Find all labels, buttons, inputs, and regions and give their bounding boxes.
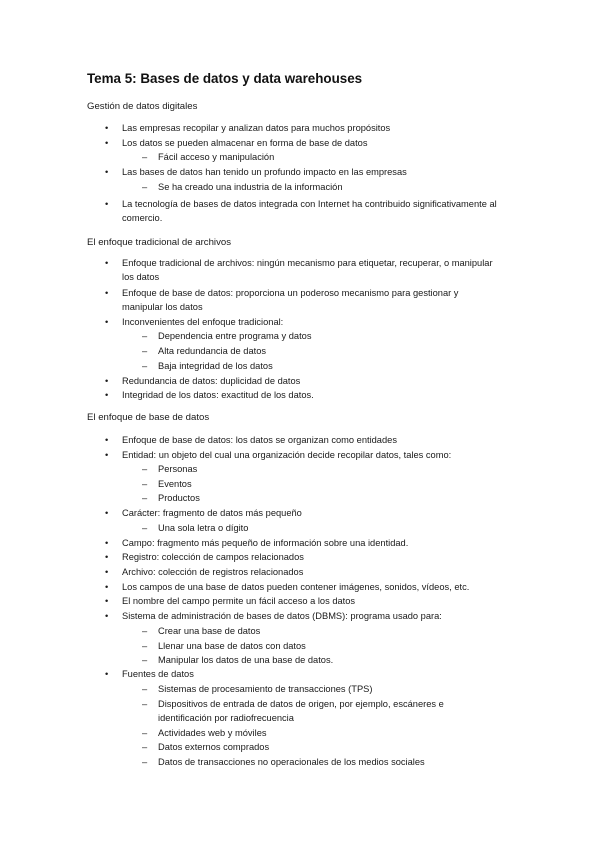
sub-list-item — [142, 697, 498, 725]
sub-list-item — [142, 180, 498, 194]
bullet-list-item — [105, 388, 500, 402]
list-item-text: Archivo: colección de registros relacionados — [122, 567, 304, 577]
dash-icon: – — [142, 523, 148, 533]
bullet-list-item — [105, 374, 500, 388]
dash-icon: – — [142, 641, 148, 651]
dash-icon: – — [142, 493, 148, 503]
bullet-list-item — [105, 594, 500, 608]
sub-list-item — [142, 150, 498, 164]
bullet-icon: • — [105, 376, 109, 386]
dash-icon: – — [142, 684, 148, 694]
dash-icon: – — [142, 331, 148, 341]
section-heading: El enfoque tradicional de archivos — [87, 237, 231, 248]
bullet-icon: • — [105, 567, 109, 577]
bullet-icon: • — [105, 138, 109, 148]
sub-list-item — [142, 639, 498, 653]
bullet-list-item — [105, 165, 500, 179]
list-item-text: Fuentes de datos — [122, 669, 194, 679]
list-item-text: Llenar una base de datos con datos — [158, 641, 306, 651]
list-item-text: Se ha creado una industria de la información — [158, 182, 343, 192]
list-item-text: Entidad: un objeto del cual una organización decide recopilar datos, tales como: — [122, 450, 452, 460]
sub-list-item — [142, 359, 498, 373]
dash-icon: – — [142, 346, 148, 356]
sub-list-item — [142, 329, 498, 343]
bullet-list-item — [105, 565, 500, 579]
list-item-text: Baja integridad de los datos — [158, 361, 273, 371]
dash-icon: – — [142, 182, 148, 192]
dash-icon: – — [142, 655, 148, 665]
list-item-text: Enfoque de base de datos: los datos se organizan como entidades — [122, 435, 397, 445]
bullet-list-item — [105, 536, 500, 550]
page-title: Tema 5: Bases de datos y data warehouses — [87, 71, 363, 86]
bullet-icon: • — [105, 390, 109, 400]
bullet-icon: • — [105, 258, 109, 268]
list-item-text: Actividades web y móviles — [158, 728, 267, 738]
list-item-text: Registro: colección de campos relacionados — [122, 552, 304, 562]
list-item-text: Productos — [158, 493, 200, 503]
bullet-list-item — [105, 121, 500, 135]
list-item-text: Las bases de datos han tenido un profundo impacto en las empresas — [122, 167, 407, 177]
sub-list-item — [142, 491, 498, 505]
bullet-icon: • — [105, 596, 109, 606]
list-item-text: Campo: fragmento más pequeño de información sobre una identidad. — [122, 538, 409, 548]
sub-list-item — [142, 653, 498, 667]
list-item-text: Una sola letra o dígito — [158, 523, 249, 533]
dash-icon: – — [142, 464, 148, 474]
list-item-text: Sistemas de procesamiento de transacciones (TPS) — [158, 684, 373, 694]
list-item-text: Crear una base de datos — [158, 626, 261, 636]
bullet-icon: • — [105, 435, 109, 445]
bullet-icon: • — [105, 669, 109, 679]
sub-list-item — [142, 682, 498, 696]
list-item-text: Enfoque tradicional de archivos: ningún mecanismo para etiquetar, recuperar, o manipular los datos — [122, 258, 493, 282]
list-item-text: La tecnología de bases de datos integrada con Internet ha contribuido significativamente al comercio. — [122, 199, 497, 223]
bullet-icon: • — [105, 450, 109, 460]
bullet-icon: • — [105, 552, 109, 562]
bullet-list-item — [105, 433, 500, 447]
dash-icon: – — [142, 699, 148, 709]
bullet-icon: • — [105, 288, 109, 298]
list-item-text: Eventos — [158, 479, 192, 489]
list-item-text: Personas — [158, 464, 198, 474]
list-item-text: Alta redundancia de datos — [158, 346, 267, 356]
dash-icon: – — [142, 361, 148, 371]
list-item-text: Carácter: fragmento de datos más pequeño — [122, 508, 302, 518]
list-item-text: Datos de transacciones no operacionales de los medios sociales — [158, 757, 425, 767]
bullet-list-item — [105, 315, 500, 329]
sub-list-item — [142, 740, 498, 754]
list-item-text: Dispositivos de entrada de datos de origen, por ejemplo, escáneres e identificación por radiofrecuencia — [158, 699, 444, 723]
bullet-list-item — [105, 667, 500, 681]
bullet-list-item — [105, 256, 500, 284]
dash-icon: – — [142, 742, 148, 752]
list-item-text: Fácil acceso y manipulación — [158, 152, 275, 162]
bullet-icon: • — [105, 167, 109, 177]
bullet-list-item — [105, 197, 500, 225]
bullet-icon: • — [105, 199, 109, 209]
list-item-text: Sistema de administración de bases de datos (DBMS): programa usado para: — [122, 611, 442, 621]
sub-list-item — [142, 726, 498, 740]
sub-list-item — [142, 477, 498, 491]
dash-icon: – — [142, 757, 148, 767]
list-item-text: Redundancia de datos: duplicidad de datos — [122, 376, 301, 386]
bullet-icon: • — [105, 582, 109, 592]
bullet-icon: • — [105, 508, 109, 518]
dash-icon: – — [142, 728, 148, 738]
bullet-icon: • — [105, 123, 109, 133]
bullet-list-item — [105, 550, 500, 564]
list-item-text: Manipular los datos de una base de datos. — [158, 655, 334, 665]
list-item-text: Dependencia entre programa y datos — [158, 331, 312, 341]
bullet-icon: • — [105, 538, 109, 548]
bullet-list-item — [105, 580, 500, 594]
sub-list-item — [142, 462, 498, 476]
section-heading: Gestión de datos digitales — [87, 101, 198, 112]
bullet-icon: • — [105, 611, 109, 621]
dash-icon: – — [142, 152, 148, 162]
list-item-text: Datos externos comprados — [158, 742, 270, 752]
list-item-text: Las empresas recopilar y analizan datos para muchos propósitos — [122, 123, 391, 133]
list-item-text: El nombre del campo permite un fácil acceso a los datos — [122, 596, 356, 606]
list-item-text: Los campos de una base de datos pueden contener imágenes, sonidos, vídeos, etc. — [122, 582, 470, 592]
sub-list-item — [142, 755, 498, 769]
sub-list-item — [142, 624, 498, 638]
list-item-text: Los datos se pueden almacenar en forma de base de datos — [122, 138, 368, 148]
bullet-list-item — [105, 609, 500, 623]
dash-icon: – — [142, 479, 148, 489]
list-item-text: Enfoque de base de datos: proporciona un poderoso mecanismo para gestionar y manipular los datos — [122, 288, 459, 312]
bullet-icon: • — [105, 317, 109, 327]
sub-list-item — [142, 521, 498, 535]
dash-icon: – — [142, 626, 148, 636]
section-heading: El enfoque de base de datos — [87, 412, 210, 423]
bullet-list-item — [105, 506, 500, 520]
bullet-list-item — [105, 136, 500, 150]
list-item-text: Inconvenientes del enfoque tradicional: — [122, 317, 284, 327]
bullet-list-item — [105, 448, 500, 462]
list-item-text: Integridad de los datos: exactitud de los datos. — [122, 390, 314, 400]
sub-list-item — [142, 344, 498, 358]
bullet-list-item — [105, 286, 500, 314]
